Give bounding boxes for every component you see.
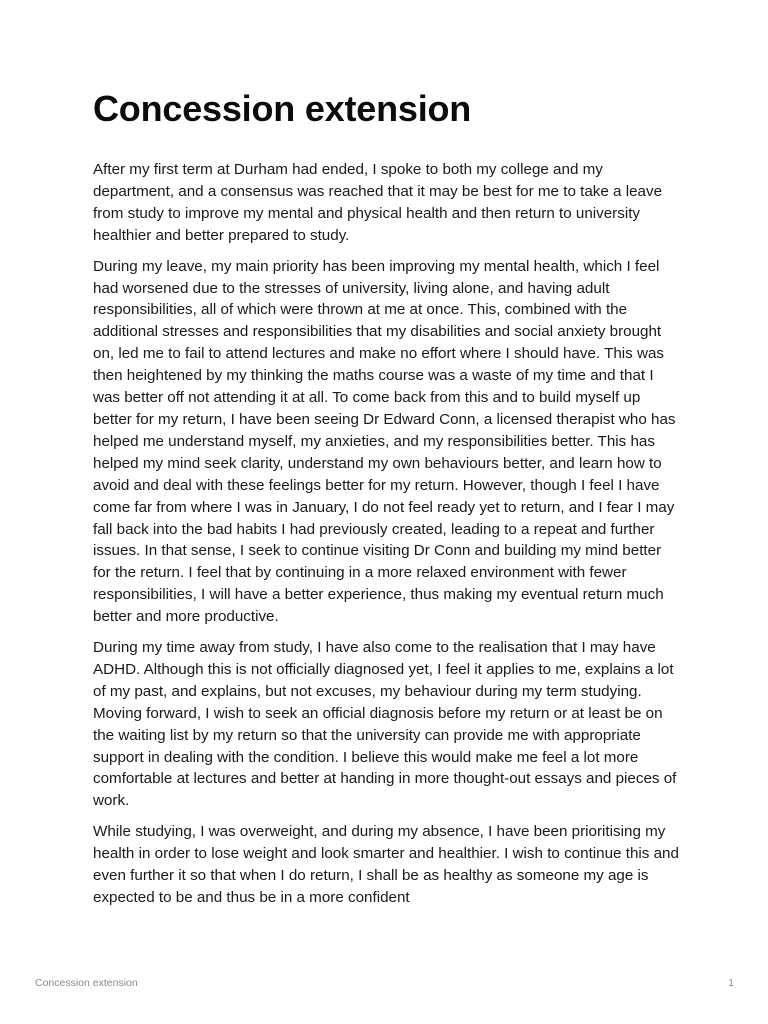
footer-document-label: Concession extension: [35, 977, 138, 989]
paragraph-2: During my leave, my main priority has been improving my mental health, which I feel had worsened due to the stresses of university, living alone, and having adult responsibilities, all of which were thrown at me at once. This, combined with the additional stresses and responsibilities that my disabilities and social anxiety brought on, led me to fail to attend lectures and make no effort where I should have. This was then heightened by my thinking the maths course was a waste of my time and that I was better off not attending it at all. To come back from this and to build myself up better for my return, I have been seeing Dr Edward Conn, a licensed therapist who has helped me understand myself, my anxieties, and my responsibilities better. This has helped my mind seek clarity, understand my own behaviours better, and learn how to avoid and deal with these feelings better for my return. However, though I feel I have come far from where I was in January, I do not feel ready yet to return, and I fear I may fall back into the bad habits I had previously created, leading to a repeat and further issues. In that sense, I seek to continue visiting Dr Conn and building my mind better for the return. I feel that by continuing in a more relaxed environment with fewer responsibilities, I will have a better experience, thus making my eventual return much better and more productive.: [93, 257, 676, 626]
paragraph-3: During my time away from study, I have also come to the realisation that I may have ADHD. Although this is not officially diagnosed yet, I feel it applies to me, explains a lot of my past, and explains, but not excuses, my behaviour during my term studying. Moving forward, I wish to seek an official diagnosis before my return or at least be on the waiting list by my return so that the university can provide me with appropriate support in dealing with the condition. I believe this would make me feel a lot more comfortable at lectures and better at handing in more thought-out essays and pieces of work.: [93, 639, 677, 810]
paragraph-4: While studying, I was overweight, and during my absence, I have been prioritising my health in order to lose weight and look smarter and healthier. I wish to continue this and even further it so that when I do return, I shall be as healthy as someone my age is expected to be and thus be in a more confident: [93, 823, 679, 906]
document-body: [93, 159, 683, 918]
paragraph-1: After my first term at Durham had ended, I spoke to both my college and my department, and a consensus was reached that it may be best for me to take a leave from study to improve my mental and physical health and then return to university healthier and better prepared to study.: [93, 161, 663, 244]
footer-page-number: 1: [728, 977, 734, 989]
document-title: Concession extension: [93, 88, 472, 129]
